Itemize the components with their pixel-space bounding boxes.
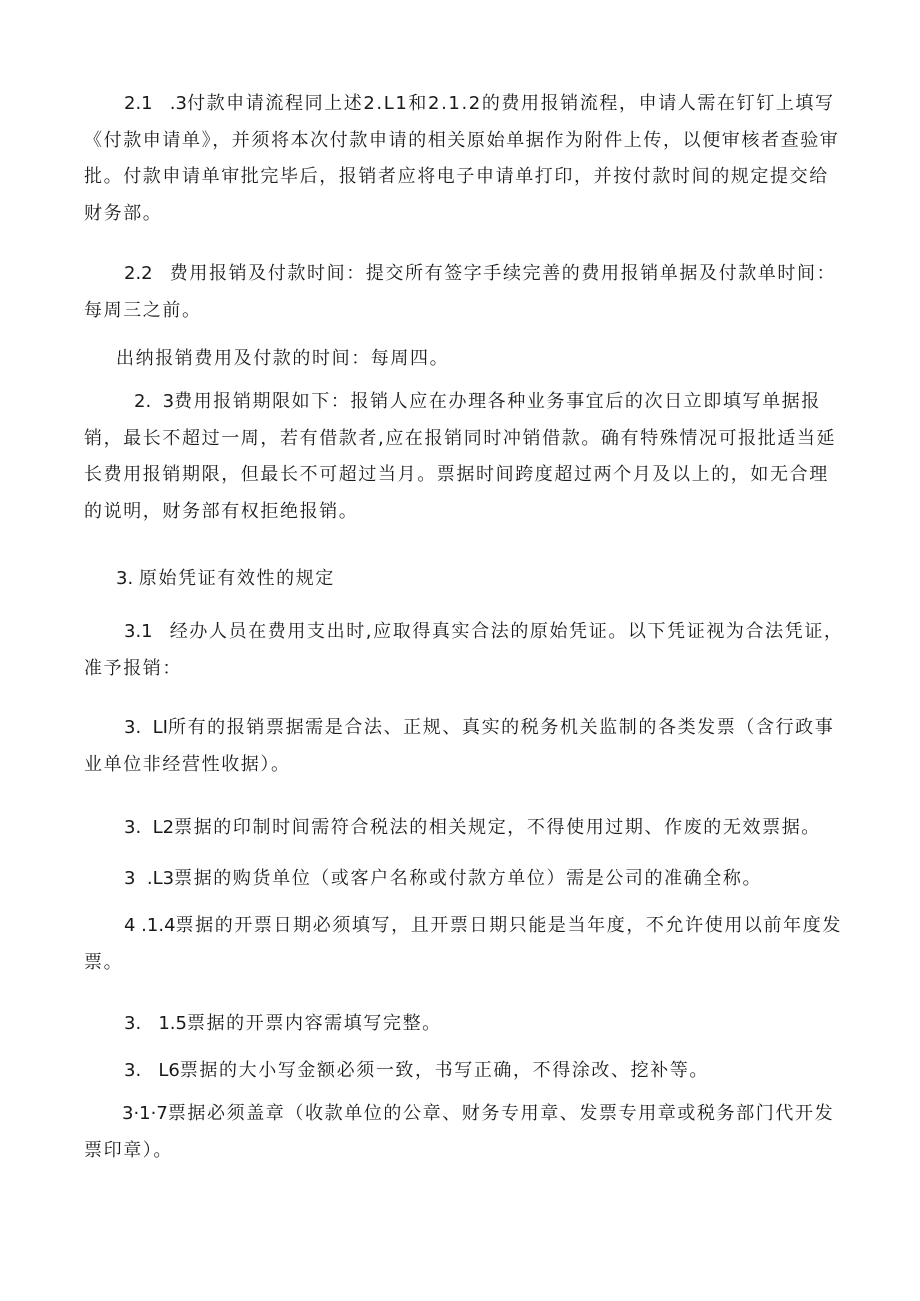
paragraph-3-1-4 (84, 908, 844, 981)
paragraph-text: 票据必须盖章（收款单位的公章、财务专用章、发票专用章或税务部门代开发票印章）。 (84, 1103, 835, 1161)
paragraph-number: 3. 1.5 (124, 1013, 187, 1034)
paragraph-number: 3. L6 (124, 1060, 180, 1081)
paragraph-text: 票据的大小写金额必须一致，书写正确，不得涂改、挖补等。 (179, 1060, 710, 1081)
paragraph-3-1-7 (84, 1096, 844, 1169)
paragraph-3-1-5 (84, 1006, 844, 1043)
paragraph-number: 2.2 (124, 263, 170, 284)
paragraph-number: 3.1 (124, 621, 170, 642)
paragraph-2-3 (84, 384, 844, 530)
paragraph-text: 所有的报销票据需是合法、正规、真实的税务机关监制的各类发票（含行政事业单位非经营性收据）。 (84, 717, 835, 775)
paragraph-number: 3. (116, 568, 139, 589)
paragraph-cashier-time (84, 341, 844, 378)
paragraph-text: 费用报销及付款时间：提交所有签字手续完善的费用报销单据及付款单时间：每周三之前。 (84, 263, 837, 321)
paragraph-text: 票据的购货单位（或客户名称或付款方单位）需是公司的准确全称。 (174, 868, 763, 889)
section-heading-3 (84, 561, 844, 598)
paragraph-number: 2. 3 (134, 391, 175, 412)
paragraph-text: 付款申请流程同上述2.L1和2.1.2的费用报销流程，申请人需在钉钉上填写《付款申请单》，并须将本次付款申请的相关原始单据作为附件上传，以便审核者查验审批。付款申请单审批完毕后，报销者应将电子申请单打印，并按付款时间的规定提交给财务部。 (84, 93, 840, 224)
paragraph-text: 原始凭证有效性的规定 (138, 568, 335, 589)
paragraph-3-1-6 (84, 1053, 844, 1090)
paragraph-number: 2.1 .3 (124, 93, 187, 114)
paragraph-3-1 (84, 614, 844, 687)
paragraph-number: 4 .1.4 (124, 915, 176, 936)
paragraph-number: 3 .L3 (124, 868, 175, 889)
paragraph-3-1-1 (84, 710, 844, 783)
paragraph-number: 3·1·7 (122, 1103, 168, 1124)
paragraph-text: 费用报销期限如下：报销人应在办理各种业务事宜后的次日立即填写单据报销，最长不超过一周，若有借款者,应在报销同时冲销借款。确有特殊情况可报批适当延长费用报销期限，但最长不可超过当月。票据时间跨度超过两个月及以上的，如无合理的说明，财务部有权拒绝报销。 (84, 391, 837, 522)
paragraph-text: 票据的开票日期必须填写，且开票日期只能是当年度，不允许使用以前年度发票。 (84, 915, 842, 973)
paragraph-2-2 (84, 256, 844, 329)
paragraph-text: 票据的印制时间需符合税法的相关规定，不得使用过期、作废的无效票据。 (174, 817, 821, 838)
paragraph-number: 3. L2 (124, 817, 175, 838)
paragraph-text: 经办人员在费用支出时,应取得真实合法的原始凭证。以下凭证视为合法凭证，准予报销： (84, 621, 844, 679)
paragraph-3-1-3 (84, 861, 844, 898)
paragraph-2-1-3 (84, 86, 844, 232)
paragraph-number: 3. LI (124, 717, 168, 738)
paragraph-3-1-2 (84, 810, 844, 847)
paragraph-text: 出纳报销费用及付款的时间：每周四。 (116, 348, 450, 369)
paragraph-text: 票据的开票内容需填写完整。 (186, 1013, 442, 1034)
